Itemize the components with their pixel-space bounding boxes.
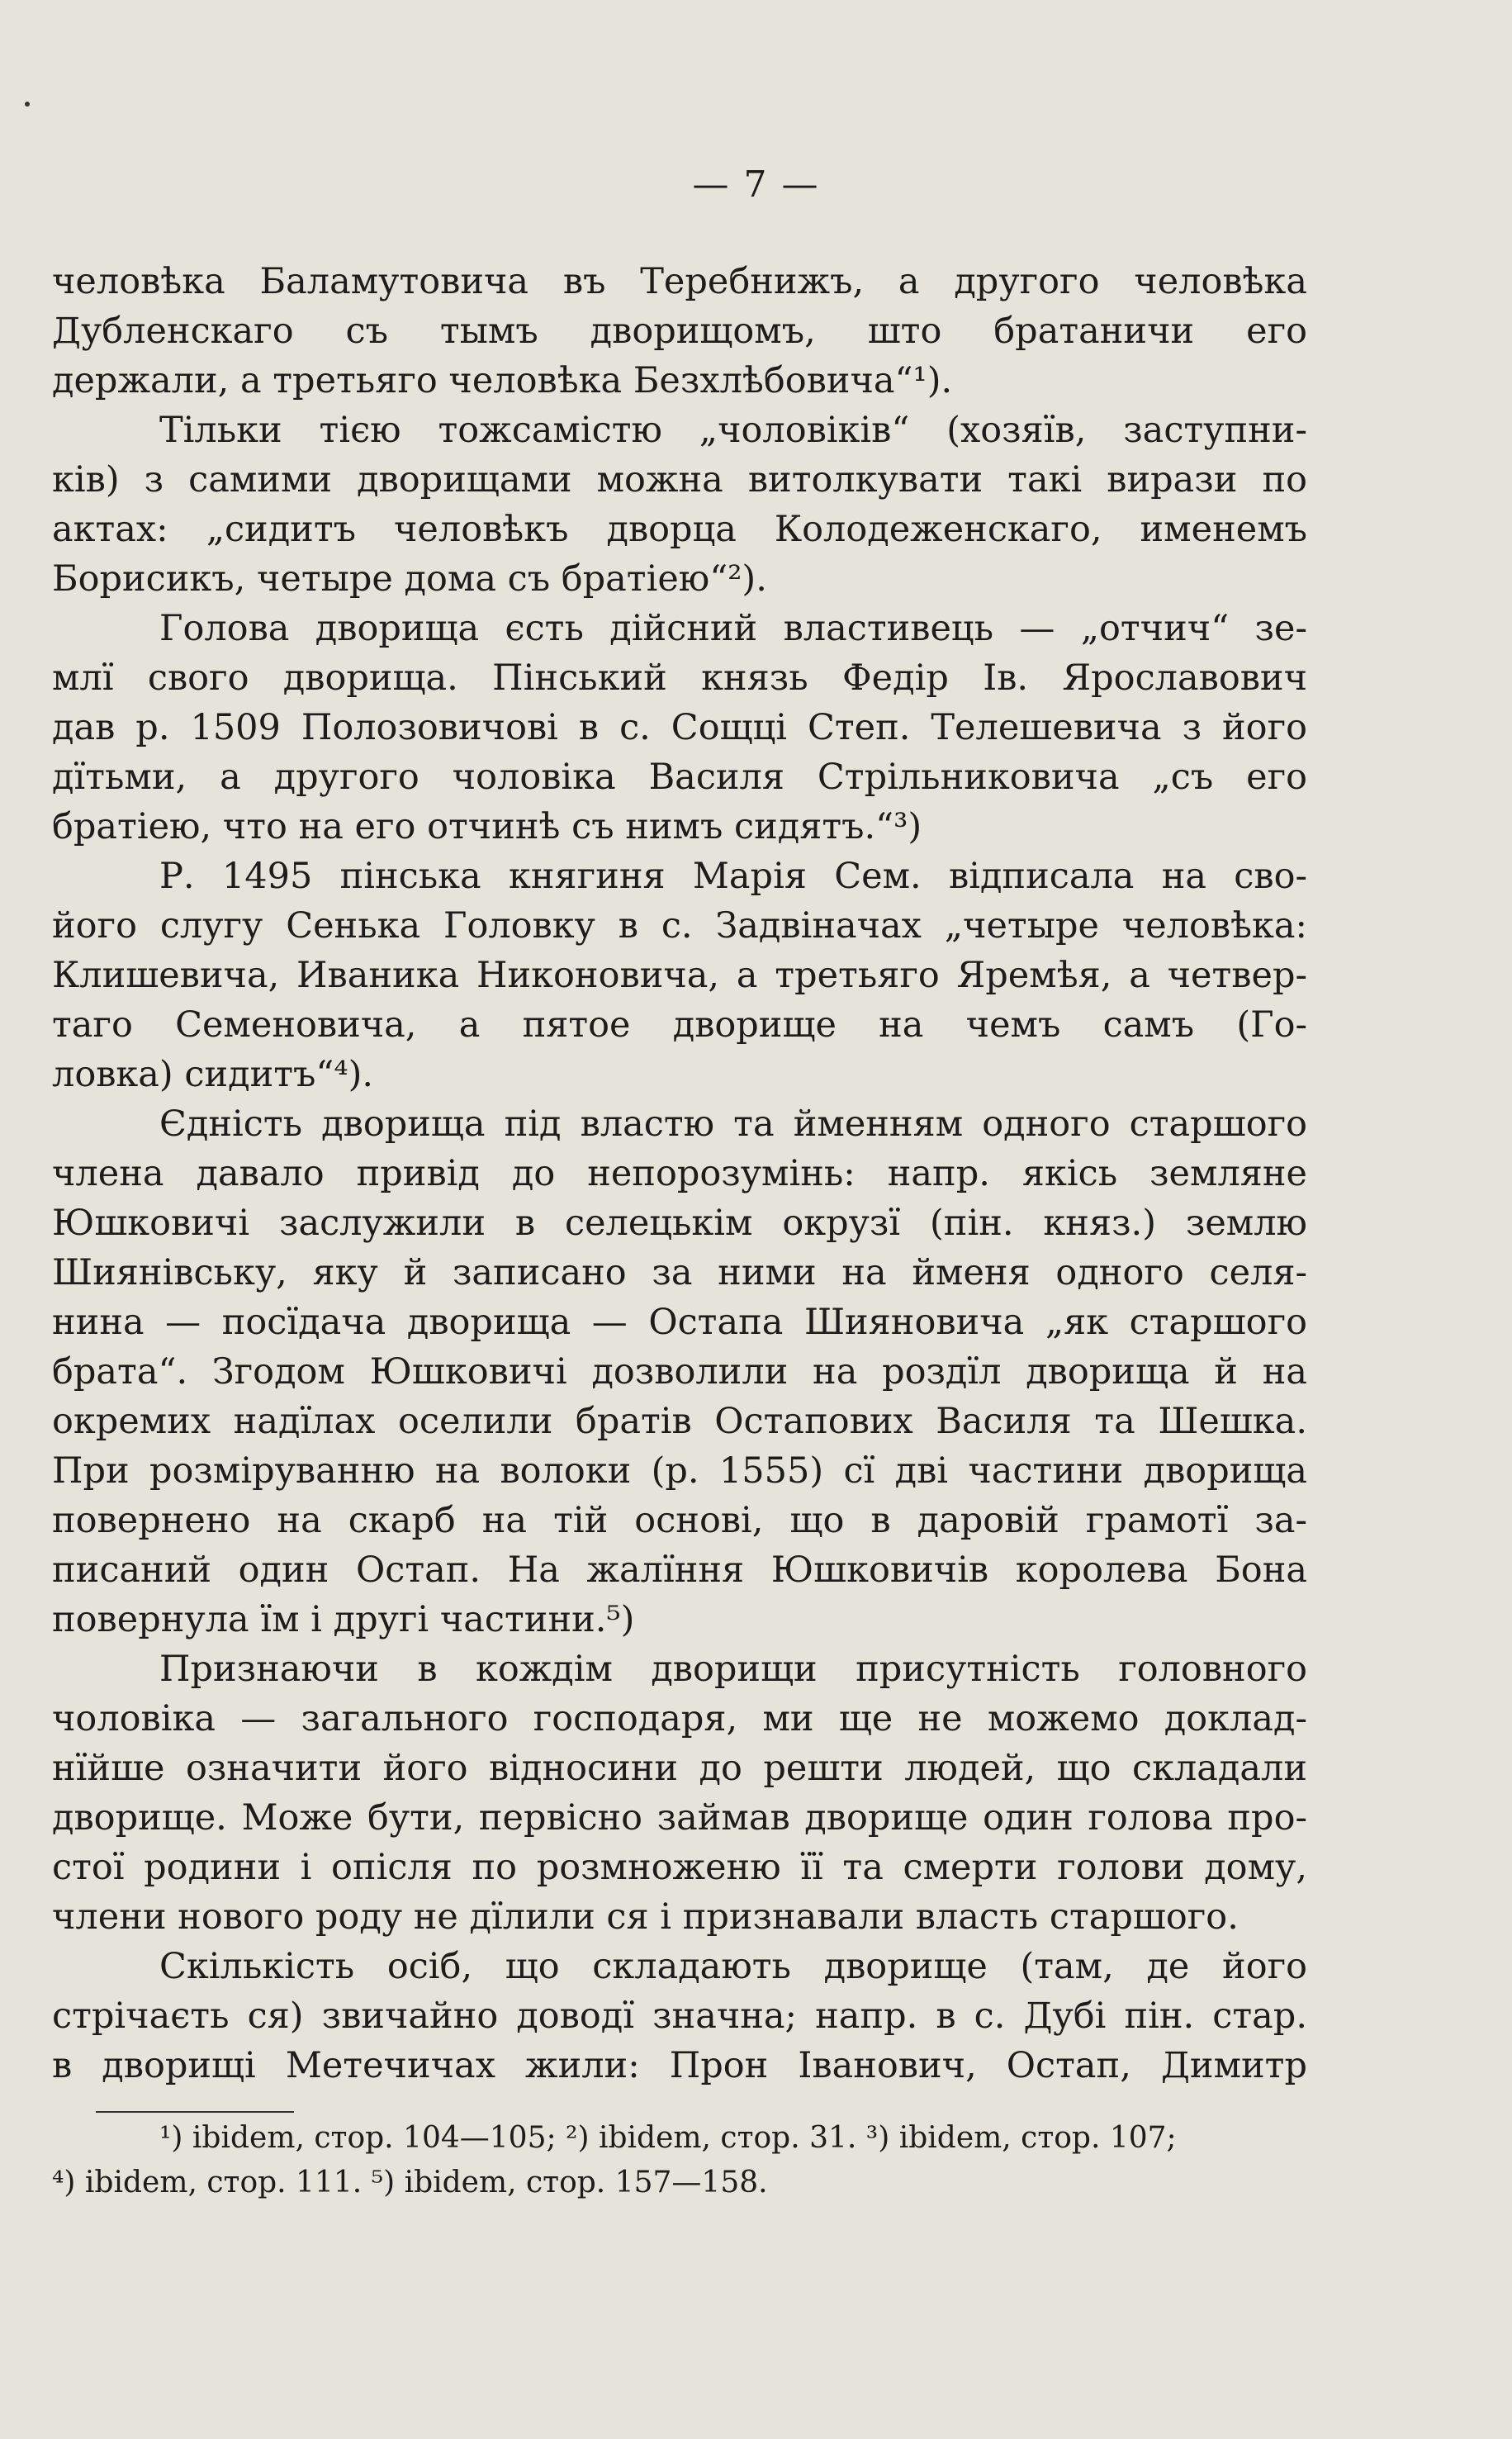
- text-line: дав р. 1509 Полозовичові в с. Сощці Степ. Телешевича з його: [52, 707, 1307, 748]
- scan-speck: [25, 102, 30, 107]
- text-line: Шиянівську, яку й записано за ними на йменя одного селя-: [52, 1252, 1307, 1293]
- text-line: млї свого дворища. Пінський князь Федір Ів. Ярославович: [52, 657, 1307, 699]
- text-line: актах: „сидитъ человѣкъ дворца Колодеженскаго, именемъ: [52, 509, 1307, 550]
- text-line: дїтьми, а другого чоловіка Василя Стрільниковича „съ его: [52, 757, 1307, 798]
- text-line: дворище. Може бути, первісно займав дворище один голова про-: [52, 1797, 1307, 1839]
- text-line: Дубленскаго съ тымъ дворищомъ, што братаничи его: [52, 311, 1307, 352]
- text-line: члени нового роду не дїлили ся і признавали власть старшого.: [52, 1896, 1239, 1938]
- text-line: Тільки тією тожсамістю „чоловіків“ (хозяїв, заступни-: [159, 410, 1307, 451]
- text-line: брата“. Згодом Юшковичі дозволили на роздїл дворища й на: [52, 1351, 1307, 1393]
- text-line: стрічаєть ся) звичайно доводї значна; напр. в с. Дубі пін. стар.: [52, 1995, 1307, 2037]
- text-line: При розміруванню на волоки (р. 1555) сї дві частини дворища: [52, 1450, 1307, 1492]
- text-line: повернула їм і другі частини.⁵): [52, 1599, 635, 1640]
- text-line: стої родини і опісля по розмноженю її та смерти голови дому,: [52, 1847, 1307, 1888]
- text-line: його слугу Сенька Головку в с. Задвіначах „четыре человѣка:: [52, 905, 1307, 947]
- text-line: нина — посїдача дворища — Остапа Шияновича „як старшого: [52, 1302, 1307, 1343]
- text-line: Признаючи в кождім дворищи присутність головного: [159, 1649, 1307, 1690]
- text-line: Скількість осіб, що складають дворище (там, де його: [159, 1946, 1307, 1987]
- text-line: члена давало привід до непорозумінь: напр. якісь земляне: [52, 1153, 1307, 1194]
- footnote-line: ¹) ibidem, стор. 104—105; ²) ibidem, стор. 31. ³) ibidem, стор. 107;: [159, 2121, 1177, 2155]
- text-line: Єдність дворища під властю та йменням одного старшого: [159, 1103, 1307, 1145]
- text-line: Юшковичі заслужили в селецькім окрузї (пін. княз.) землю: [52, 1203, 1307, 1244]
- text-line: таго Семеновича, а пятое дворище на чемъ самъ (Го-: [52, 1004, 1307, 1046]
- footnote-line: ⁴) ibidem, стор. 111. ⁵) ibidem, стор. 157—158.: [52, 2166, 768, 2199]
- text-line: держали, а третьяго человѣка Безхлѣбовича“¹).: [52, 360, 953, 401]
- body-text: [52, 257, 1307, 2090]
- text-line: братіею, что на его отчинѣ съ нимъ сидятъ.“³): [52, 806, 922, 847]
- footnote-rule: [96, 2111, 294, 2113]
- text-line: чоловіка — загального господаря, ми ще не можемо доклад-: [52, 1698, 1307, 1739]
- text-line: в дворищі Метечичах жили: Прон Іванович, Остап, Димитр: [52, 2045, 1307, 2086]
- text-line: писаний один Остап. На жалїння Юшковичів королева Бона: [52, 1549, 1307, 1591]
- footnotes: [52, 2116, 1307, 2205]
- page-number: — 7 —: [692, 164, 820, 206]
- text-line: ків) з самими дворищами можна витолкувати такі вирази по: [52, 459, 1307, 501]
- text-line: ловка) сидитъ“⁴).: [52, 1054, 374, 1095]
- text-line: человѣка Баламутовича въ Теребнижъ, а другого человѣка: [52, 261, 1307, 302]
- text-line: Борисикъ, четыре дома съ братіею“²).: [52, 558, 767, 600]
- text-line: повернено на скарб на тій основі, що в даровій грамотї за-: [52, 1500, 1307, 1541]
- text-line: Клишевича, Иваника Никоновича, а третьяго Яремѣя, а четвер-: [52, 955, 1307, 996]
- text-line: окремих надїлах оселили братів Остапових Василя та Шешка.: [52, 1401, 1307, 1442]
- text-line: нїйше означити його відносини до решти людей, що складали: [52, 1748, 1307, 1789]
- text-line: Голова дворища єсть дійсний властивець — „отчич“ зе-: [159, 608, 1307, 649]
- text-line: Р. 1495 пінська княгиня Марія Сем. відписала на сво-: [159, 856, 1307, 897]
